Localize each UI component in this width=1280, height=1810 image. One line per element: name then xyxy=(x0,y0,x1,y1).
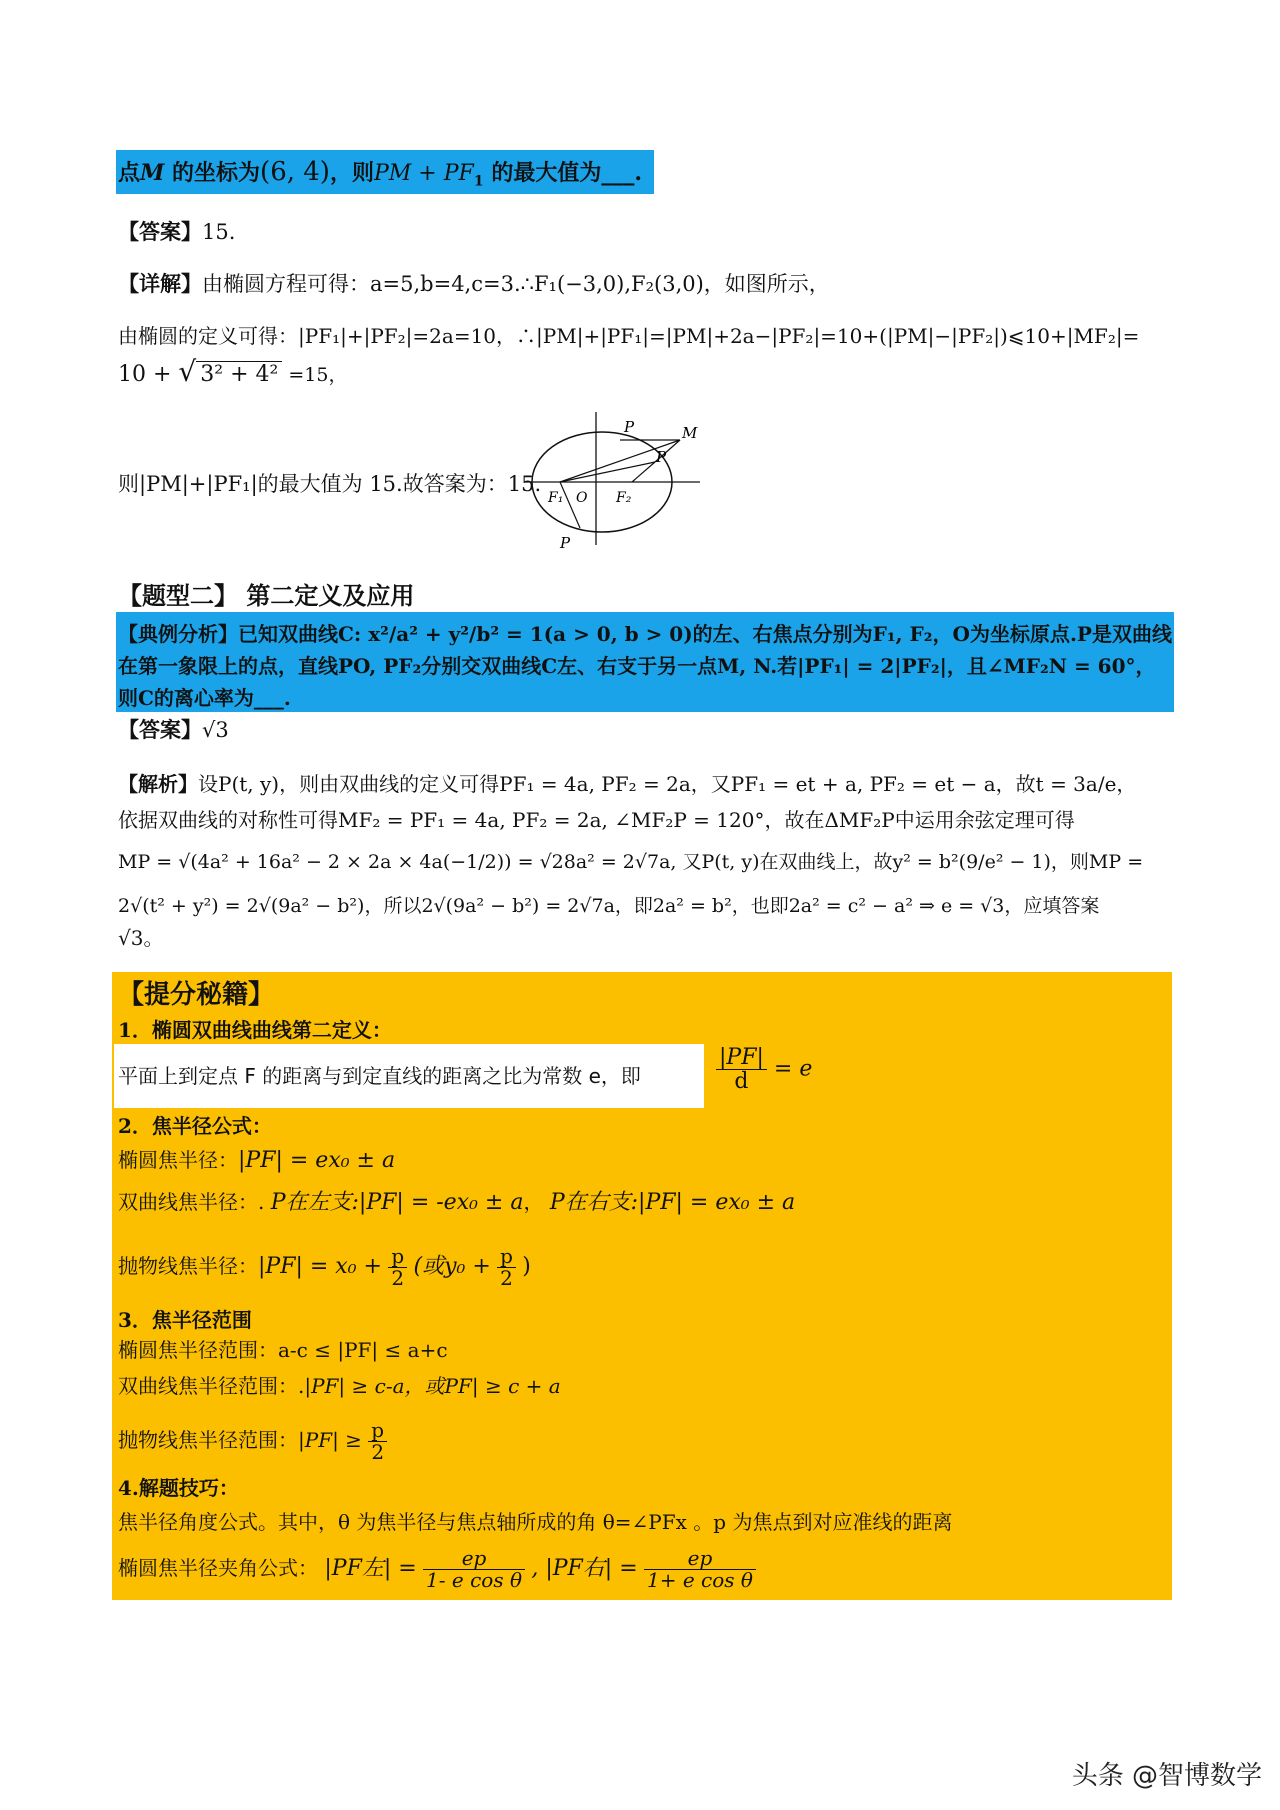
answer-1: 【答案】15. xyxy=(118,219,236,244)
definition-formula: $\frac{|PF|}{d}$ = e xyxy=(716,1046,812,1093)
section-2-title: 【题型二】 第二定义及应用 xyxy=(118,581,415,610)
analysis-line-5: √3。 xyxy=(118,926,164,950)
detail-line-1: 【详解】由椭圆方程可得：a=5,b=4,c=3.∴F₁(−3,0),F₂(3,0)，如图所示， xyxy=(118,271,830,296)
ellipse-range: 椭圆焦半径范围：a-c ≤ |PF| ≤ a+c xyxy=(118,1338,448,1362)
hyperbola-range: 双曲线焦半径范围：.|PF| ≥ c-a，或PF| ≥ c + a xyxy=(118,1374,561,1398)
fig-label-p-right: P xyxy=(656,448,667,466)
answer-2: 【答案】√3 xyxy=(118,717,229,742)
example-line-2: 在第一象限上的点，直线PO, PF₂分别交双曲线C左、右支于另一点M, N.若|PF₁| = 2|PF₂|，且∠MF₂N = 60°， xyxy=(118,654,1156,678)
tips-title: 【提分秘籍】 xyxy=(118,980,275,1010)
analysis-line-4: 2√(t² + y²) = 2√(9a² − b²)，所以2√(9a² − b²) = 2√7a，即2a² = b²，也即2a² = c² − a² ⇒ e = √3，应填答案 xyxy=(118,895,1100,917)
detail-line-3: 10 + √ 3² + 4² =15， xyxy=(118,355,348,388)
parabola-focal-radius: 抛物线焦半径：|PF| = x₀ + $\frac{p}{2}$ (或y₀ + $\frac{p}{2}$ ) xyxy=(118,1244,531,1290)
fig-label-f2: F₂ xyxy=(616,490,632,506)
tips-heading-4: 4.解题技巧： xyxy=(118,1476,239,1500)
watermark: 头条 @智博数学 xyxy=(1071,1761,1262,1791)
fig-label-p-top: P xyxy=(624,418,635,436)
tips-heading-3: 3．焦半径范围 xyxy=(118,1308,252,1332)
example-line-1: 【典例分析】已知双曲线C: x²/a² + y²/b² = 1(a > 0, b > 0)的左、右焦点分别为F₁, F₂，O为坐标原点.P是双曲线 xyxy=(118,622,1172,646)
tips-heading-2: 2．焦半径公式： xyxy=(118,1114,272,1138)
fig-label-p-bottom: P xyxy=(560,534,571,552)
ellipse-figure xyxy=(520,410,710,555)
tips-heading-1: 1．椭圆双曲线曲线第二定义： xyxy=(118,1018,392,1042)
sqrt-symbol: √ xyxy=(178,355,197,388)
fig-label-f1: F₁ xyxy=(548,490,564,506)
question-text: 点M 的坐标为(6, 4)，则PM + $PF_1$ 的最大值为___. xyxy=(118,157,643,190)
angle-formula-note: 焦半径角度公式。其中，θ 为焦半径与焦点轴所成的角 θ=∠PFx 。p 为焦点到对应准线的距离 xyxy=(118,1510,953,1534)
hyperbola-focal-radius: 双曲线焦半径：. P在左支:|PF| = -ex₀ ± a， P在右支:|PF| = ex₀ ± a xyxy=(118,1190,796,1215)
detail-line-2: 由椭圆的定义可得：|PF₁|+|PF₂|=2a=10，∴|PM|+|PF₁|=|PM|+2a−|PF₂|=10+(|PM|−|PF₂|)⩽10+|MF₂|= xyxy=(118,324,1140,348)
parabola-range: 抛物线焦半径范围：|PF| ≥ $\frac{p}{2}$ xyxy=(118,1420,387,1463)
analysis-line-3: MP = √(4a² + 16a² − 2 × 2a × 4a(−1/2)) = √28a² = 2√7a, 又P(t, y)在双曲线上，故y² = b²(9/e² − 1)，则MP = xyxy=(118,851,1144,873)
detail-line-4: 则|PM|+|PF₁|的最大值为 15.故答案为：15. xyxy=(118,472,542,496)
angle-formula: 椭圆焦半径夹角公式： |PF左| = $\frac{ep}{\text{1- e cos θ}}$ , |PF右| = $\frac{ep}{\text{1+ e cos θ}}$ xyxy=(118,1548,756,1591)
ellipse-focal-radius: 椭圆焦半径：|PF| = ex₀ ± a xyxy=(118,1148,396,1173)
analysis-line-1: 【解析】设P(t, y)，则由双曲线的定义可得PF₁ = 4a, PF₂ = 2a，又PF₁ = et + a, PF₂ = et − a，故t = 3a/e， xyxy=(118,772,1137,796)
fig-label-m: M xyxy=(682,424,698,442)
definition-text: 平面上到定点 F 的距离与到定直线的距离之比为常数 e，即 xyxy=(118,1064,641,1088)
analysis-line-2: 依据双曲线的对称性可得MF₂ = PF₁ = 4a, PF₂ = 2a, ∠MF₂P = 120°，故在ΔMF₂P中运用余弦定理可得 xyxy=(118,808,1075,832)
fig-label-o: O xyxy=(576,490,588,506)
example-line-3: 则C的离心率为___. xyxy=(118,686,291,710)
